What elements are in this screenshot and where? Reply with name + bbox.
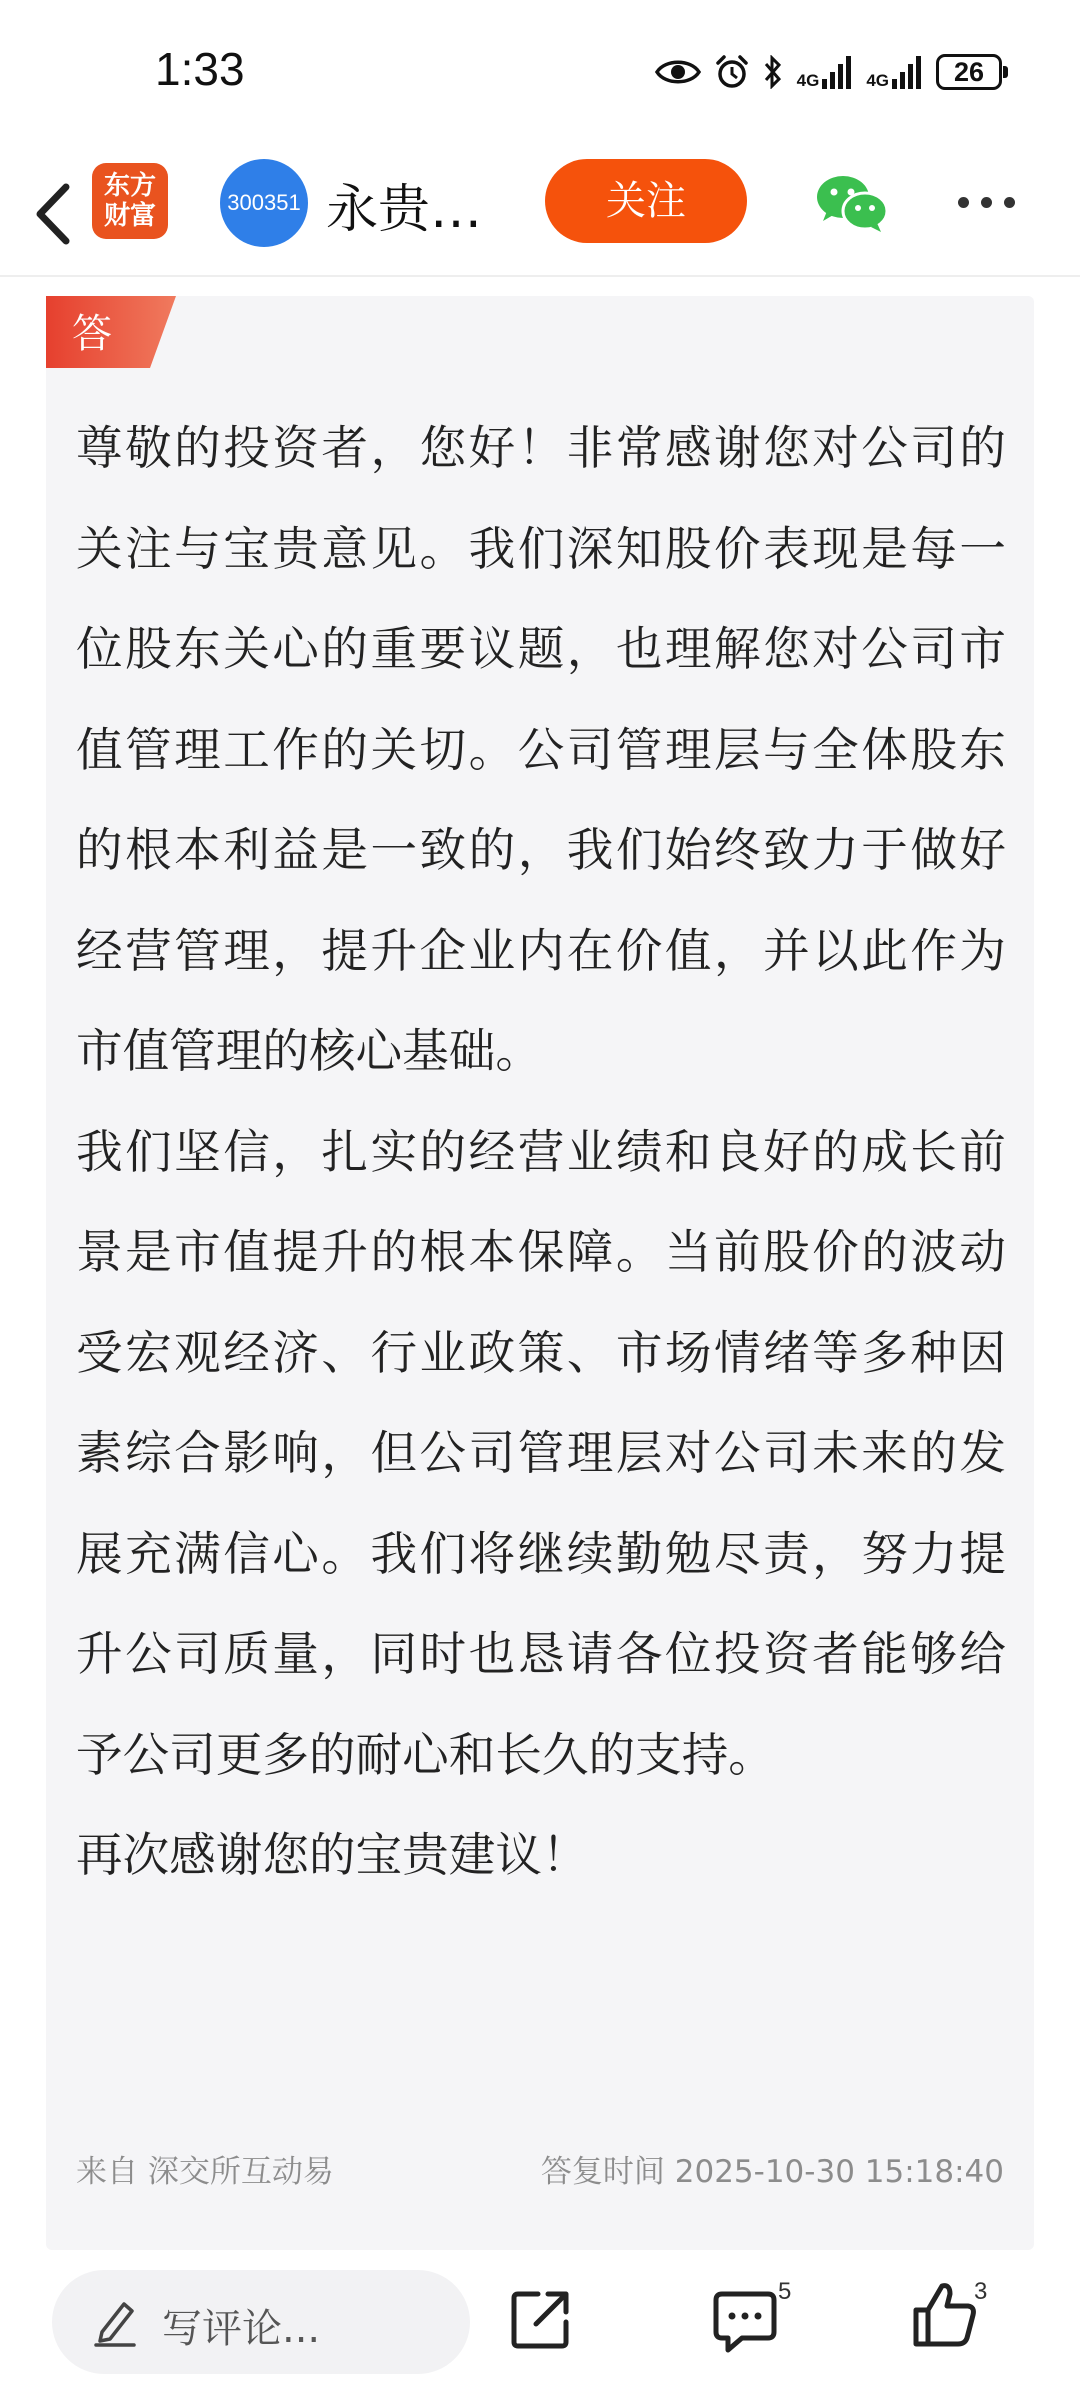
- comment-input[interactable]: [52, 2270, 470, 2374]
- answer-paragraph: 尊敬的投资者，您好！非常感谢您对公司的关注与宝贵意见。我们深知股价表现是每一位股东关心的重要议题，也理解您对公司市值管理工作的关切。公司管理层与全体股东的根本利益是一致的，我们始终致力于做好经营管理，提升企业内在价值，并以此作为市值管理的核心基础。: [76, 421, 1006, 1078]
- reply-timestamp: 答复时间 2025-10-30 15:18:40: [540, 2154, 1004, 2190]
- bluetooth-icon: [763, 55, 783, 89]
- answer-body: [76, 398, 1006, 1906]
- eye-icon: [655, 57, 701, 87]
- comment-placeholder: 写评论...: [162, 2306, 321, 2352]
- logo-line-1: 东方: [103, 171, 156, 201]
- app-logo[interactable]: [92, 163, 168, 239]
- signal-1: [797, 55, 853, 89]
- battery-indicator: 26: [936, 54, 1002, 90]
- stock-avatar[interactable]: 300351: [220, 159, 308, 247]
- back-arrow-icon[interactable]: [22, 167, 92, 257]
- logo-line-2: 财富: [103, 201, 156, 231]
- status-time: 1:33: [155, 43, 245, 95]
- thumbs-up-icon[interactable]: [912, 2280, 978, 2350]
- signal-icon: [822, 55, 852, 89]
- stock-name[interactable]: 永贵…: [326, 180, 483, 240]
- signal-icon: [892, 55, 922, 89]
- follow-button[interactable]: 关注: [545, 159, 747, 243]
- wechat-share-icon[interactable]: [815, 173, 889, 235]
- answer-tag-label: 答: [72, 311, 112, 357]
- network-type-label: 4G: [866, 71, 889, 90]
- answer-paragraph: 我们坚信，扎实的经营业绩和良好的成长前景是市值提升的根本保障。当前股价的波动受宏观经济、行业政策、市场情绪等多种因素综合影响，但公司管理层对公司未来的发展充满信心。我们将继续勤勉尽责，努力提升公司质量，同时也恳请各位投资者能够给予公司更多的耐心和长久的支持。: [76, 1124, 1006, 1782]
- network-type-label: 4G: [796, 71, 820, 90]
- comment-icon[interactable]: [712, 2288, 778, 2354]
- alarm-icon: [715, 54, 749, 90]
- bottom-action-bar: [0, 2250, 1080, 2400]
- pen-icon: [92, 2296, 140, 2348]
- header: [0, 145, 1080, 277]
- comment-count: 5: [778, 2278, 792, 2305]
- like-count: 3: [974, 2278, 988, 2305]
- more-options-icon[interactable]: [958, 197, 1015, 208]
- signal-2: [866, 55, 922, 89]
- answer-paragraph: 再次感谢您的宝贵建议！: [76, 1828, 589, 1882]
- status-bar: [0, 0, 1080, 145]
- status-icons: [655, 48, 1002, 96]
- share-icon[interactable]: [508, 2286, 574, 2352]
- answer-source: 来自 深交所互动易: [76, 2154, 334, 2190]
